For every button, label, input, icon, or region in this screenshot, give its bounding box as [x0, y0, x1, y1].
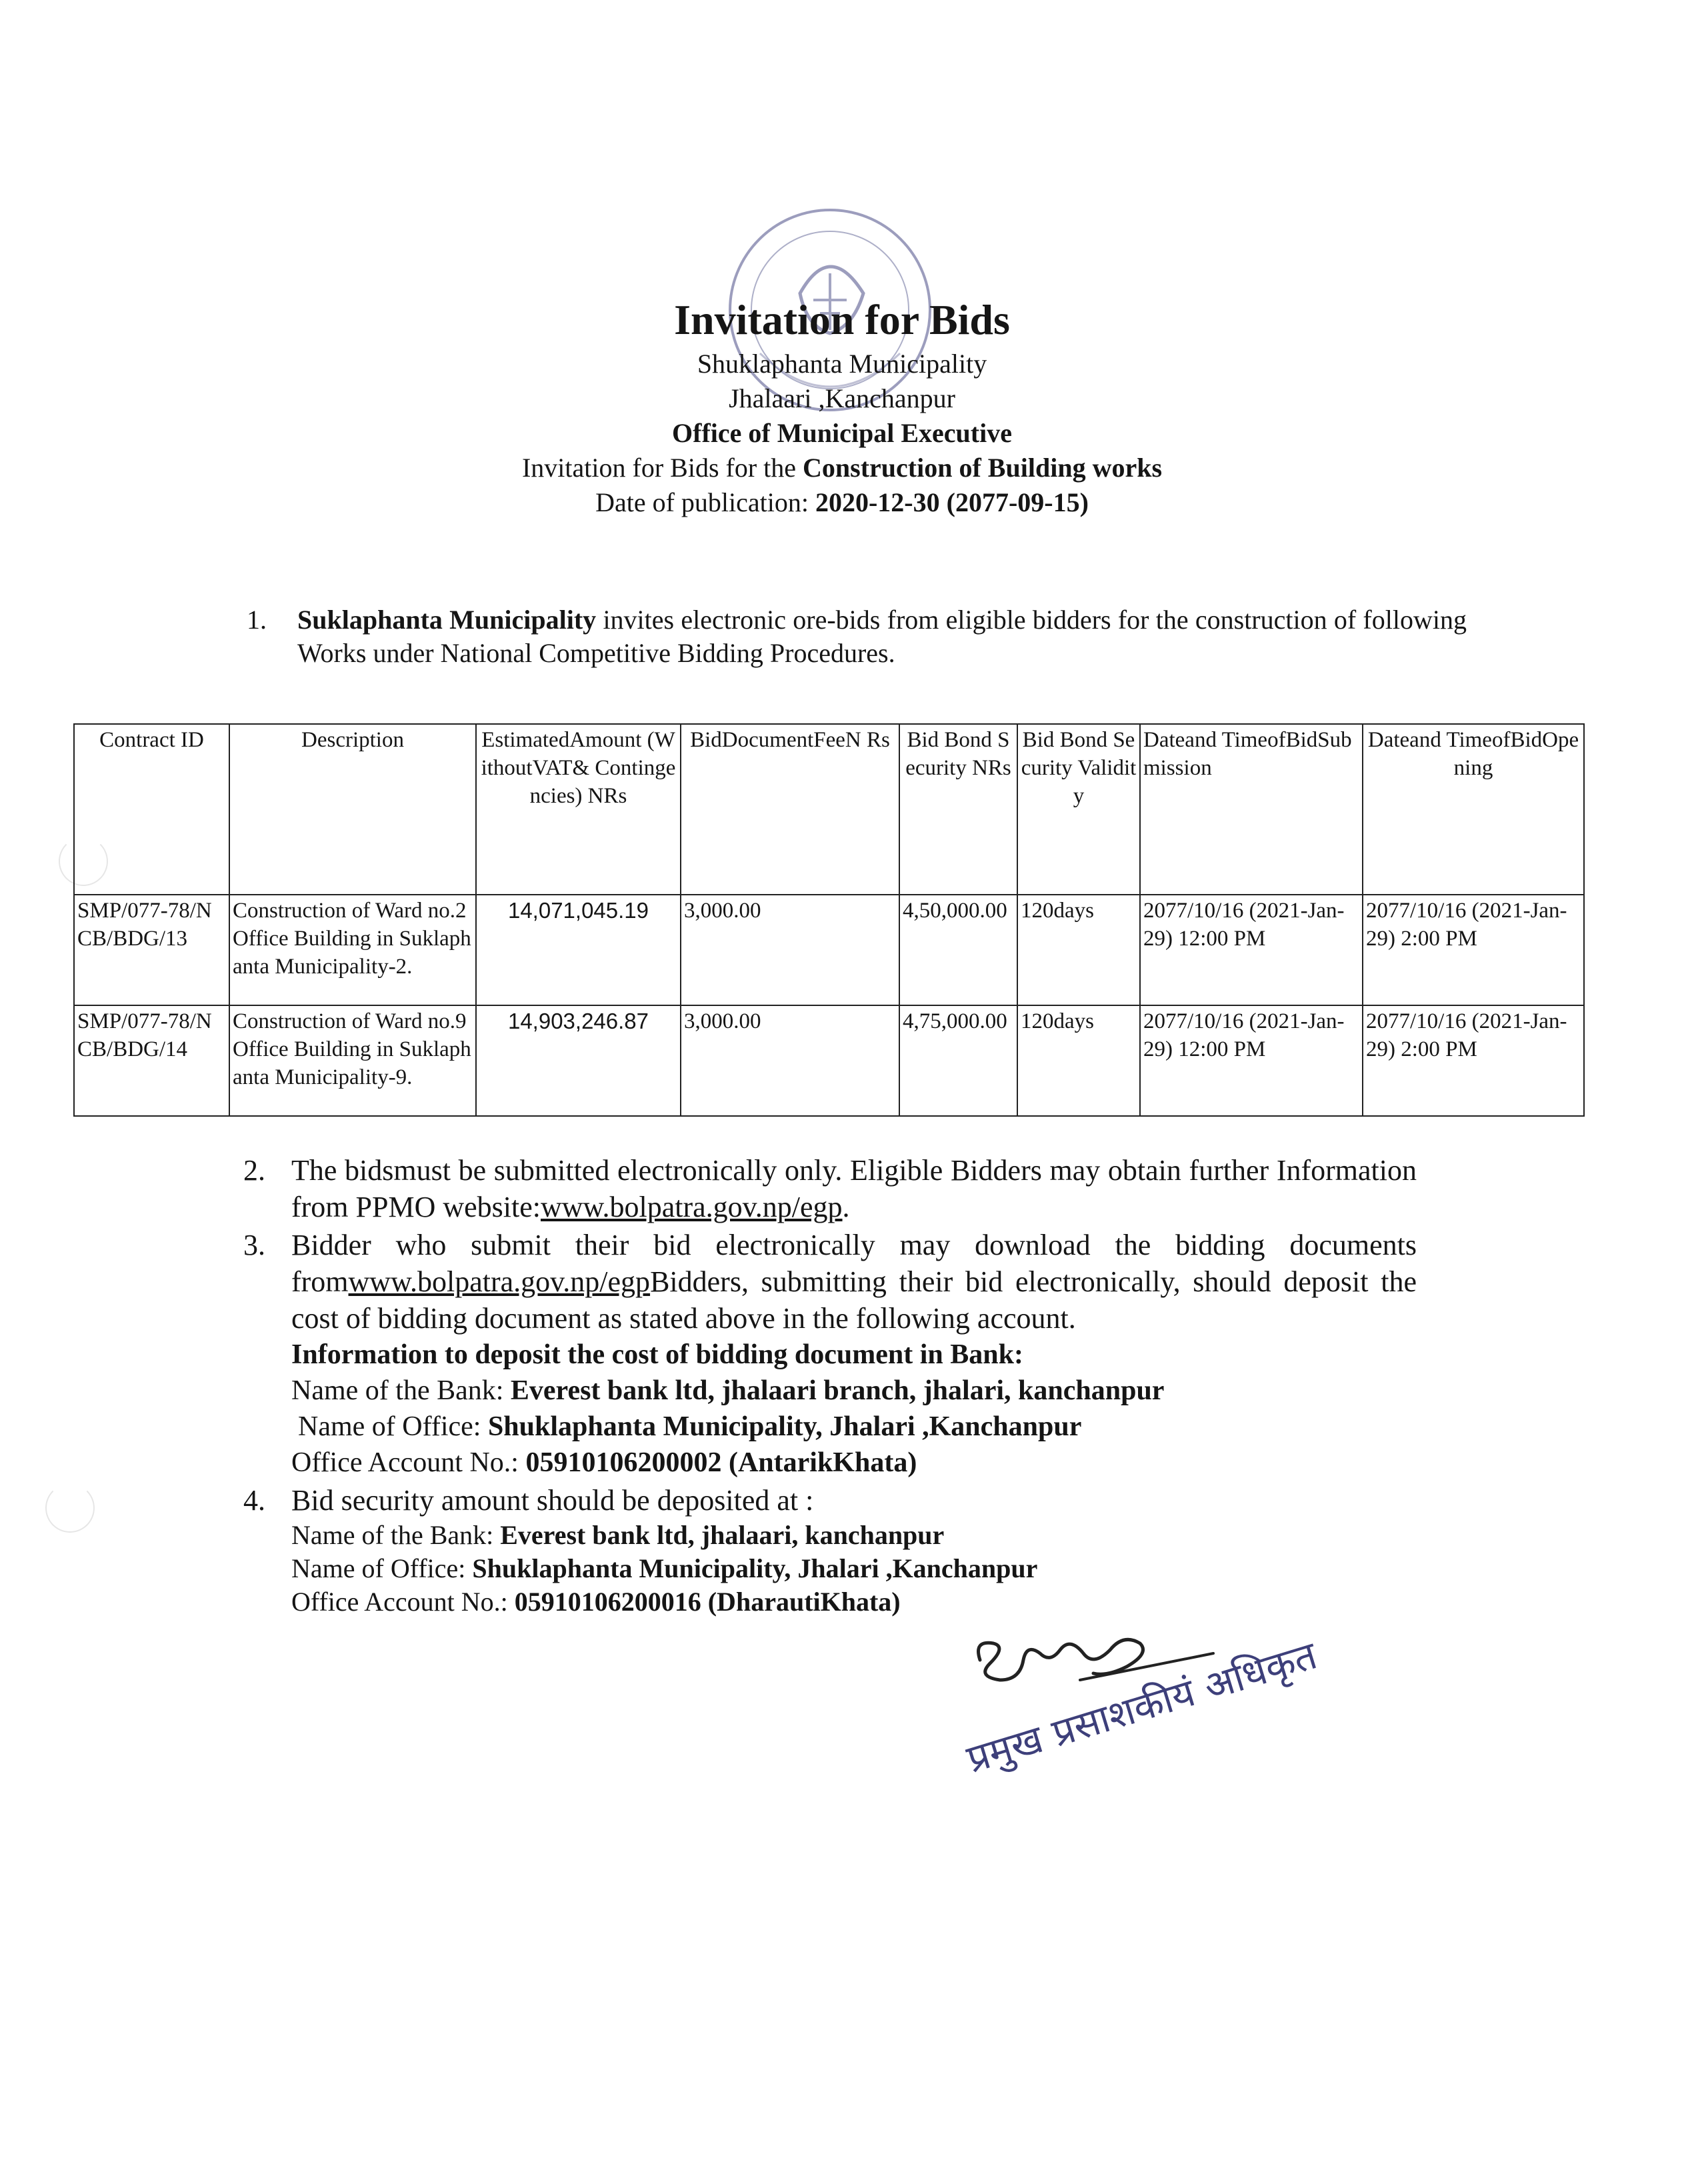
item-number: 4.: [243, 1484, 265, 1517]
bank-info-heading: Information to deposit the cost of bidding document in Bank:: [291, 1339, 1023, 1370]
column-header: Bid Bond Security NRs: [899, 724, 1017, 895]
bid-validity-cell: 120days: [1017, 1005, 1140, 1116]
bid-bond-security-cell: 4,75,000.00: [899, 1005, 1017, 1116]
contract-id-cell: SMP/077-78/NCB/BDG/14: [74, 1005, 229, 1116]
hole-punch-mark: [45, 1483, 95, 1533]
account-value: 05910106200002 (AntarikKhata): [525, 1447, 917, 1478]
item-3: [243, 1227, 1417, 1481]
opening-date-cell: 2077/10/16 (2021-Jan- 29) 2:00 PM: [1363, 895, 1584, 1005]
column-header: Description: [229, 724, 476, 895]
column-header: BidDocumentFeeN Rs: [681, 724, 899, 895]
estimated-amount-cell: 14,071,045.19: [476, 895, 681, 1005]
office-value: Shuklaphanta Municipality, Jhalari ,Kanchanpur: [487, 1411, 1082, 1442]
office-name-line: [291, 1409, 1417, 1445]
column-header: EstimatedAmount (WithoutVAT& Contingencies) NRs: [476, 724, 681, 895]
bid-bond-security-cell: 4,50,000.00: [899, 895, 1017, 1005]
document-header: [0, 293, 1684, 520]
item-number: 1.: [247, 605, 267, 635]
item-number: 2.: [243, 1154, 265, 1187]
paragraph-1: [247, 603, 1467, 670]
description-cell: Construction of Ward no.9 Office Building in Suklaphanta Municipality-9.: [229, 1005, 476, 1116]
office-name-line: [291, 1552, 1417, 1585]
bid-document-fee-cell: 3,000.00: [681, 895, 899, 1005]
column-header: Dateand TimeofBidOpening: [1363, 724, 1584, 895]
office-name: Office of Municipal Executive: [672, 418, 1012, 448]
office-value: Shuklaphanta Municipality, Jhalari ,Kanchanpur: [472, 1553, 1038, 1583]
account-line: [291, 1585, 1417, 1619]
bid-validity-cell: 120days: [1017, 895, 1140, 1005]
column-header: Bid Bond Security Validity: [1017, 724, 1140, 895]
invitation-prefix: Invitation for Bids for the: [521, 453, 803, 483]
paragraph-1-body: invites electronic ore-bids from eligible bidders for the construction of following Works under National Competitive Bidding Procedures.: [297, 605, 1467, 668]
contract-id-cell: SMP/077-78/NCB/BDG/13: [74, 895, 229, 1005]
invitation-line: [0, 451, 1684, 485]
table-header-row: [74, 724, 1584, 895]
publication-date: 2020-12-30 (2077-09-15): [815, 487, 1089, 517]
ppmo-link[interactable]: www.bolpatra.gov.np/egp: [541, 1191, 843, 1223]
instructions-section: [243, 1152, 1417, 1620]
column-header: Contract ID: [74, 724, 229, 895]
account-label: Office Account No.:: [291, 1447, 526, 1478]
estimated-amount-cell: 14,903,246.87: [476, 1005, 681, 1116]
bids-table: [73, 723, 1585, 1117]
item-2-end: .: [842, 1191, 850, 1223]
submission-date-cell: 2077/10/16 (2021-Jan- 29) 12:00 PM: [1140, 895, 1363, 1005]
document-title: Invitation for Bids: [674, 296, 1010, 343]
item-2-text: [291, 1152, 1417, 1225]
publication-label: Date of publication:: [595, 487, 815, 517]
item-3-body-b: Bidders, submitting their bid electronically, should deposit the cost of bidding document as stated above in the following account.: [291, 1265, 1417, 1335]
bank-label: Name of the Bank:: [291, 1520, 501, 1550]
account-value: 05910106200016 (DharautiKhata): [514, 1587, 901, 1617]
opening-date-cell: 2077/10/16 (2021-Jan- 29) 2:00 PM: [1363, 1005, 1584, 1116]
submission-date-cell: 2077/10/16 (2021-Jan- 29) 12:00 PM: [1140, 1005, 1363, 1116]
item-3-text: [291, 1227, 1417, 1337]
paragraph-1-text: [297, 603, 1467, 670]
column-header: Dateand TimeofBidSubmission: [1140, 724, 1363, 895]
item-4-text: Bid security amount should be deposited at :: [291, 1484, 814, 1517]
bank-info-block: [291, 1337, 1417, 1481]
municipality-name: Shuklaphanta Municipality: [697, 349, 987, 379]
account-line: [291, 1445, 1417, 1481]
bank-label: Name of the Bank:: [291, 1375, 511, 1406]
office-label: Name of Office:: [291, 1553, 473, 1583]
bid-document-fee-cell: 3,000.00: [681, 1005, 899, 1116]
office-label: Name of Office:: [298, 1411, 488, 1442]
table-row: [74, 895, 1584, 1005]
bolpatra-link[interactable]: www.bolpatra.gov.np/egp: [348, 1265, 651, 1298]
account-label: Office Account No.:: [291, 1587, 515, 1617]
publication-date-line: [0, 485, 1684, 520]
description-cell: Construction of Ward no.2 Office Building in Suklaphanta Municipality-2.: [229, 895, 476, 1005]
bid-security-block: [291, 1519, 1417, 1619]
invitation-subject: Construction of Building works: [803, 453, 1163, 483]
item-2-body: The bidsmust be submitted electronically only. Eligible Bidders may obtain further Information from PPMO website:: [291, 1154, 1417, 1223]
bank-name-line: [291, 1373, 1417, 1409]
item-3-body-a: Bidder who submit their bid electronically may download the bidding documents from: [291, 1229, 1417, 1298]
official-designation-stamp: प्रमुख प्रसाशकीयं अधिकृत: [961, 1632, 1322, 1782]
bank-name-line: [291, 1519, 1417, 1552]
municipality-location: Jhalaari ,Kanchanpur: [729, 383, 955, 413]
item-number: 3.: [243, 1229, 265, 1261]
bank-value: Everest bank ltd, jhalaari, kanchanpur: [500, 1520, 945, 1550]
bank-value: Everest bank ltd, jhalaari branch, jhalari, kanchanpur: [510, 1375, 1165, 1406]
item-4: [243, 1482, 1417, 1619]
item-2: [243, 1152, 1417, 1225]
table-row: [74, 1005, 1584, 1116]
municipality-bold: Suklaphanta Municipality: [297, 605, 597, 635]
